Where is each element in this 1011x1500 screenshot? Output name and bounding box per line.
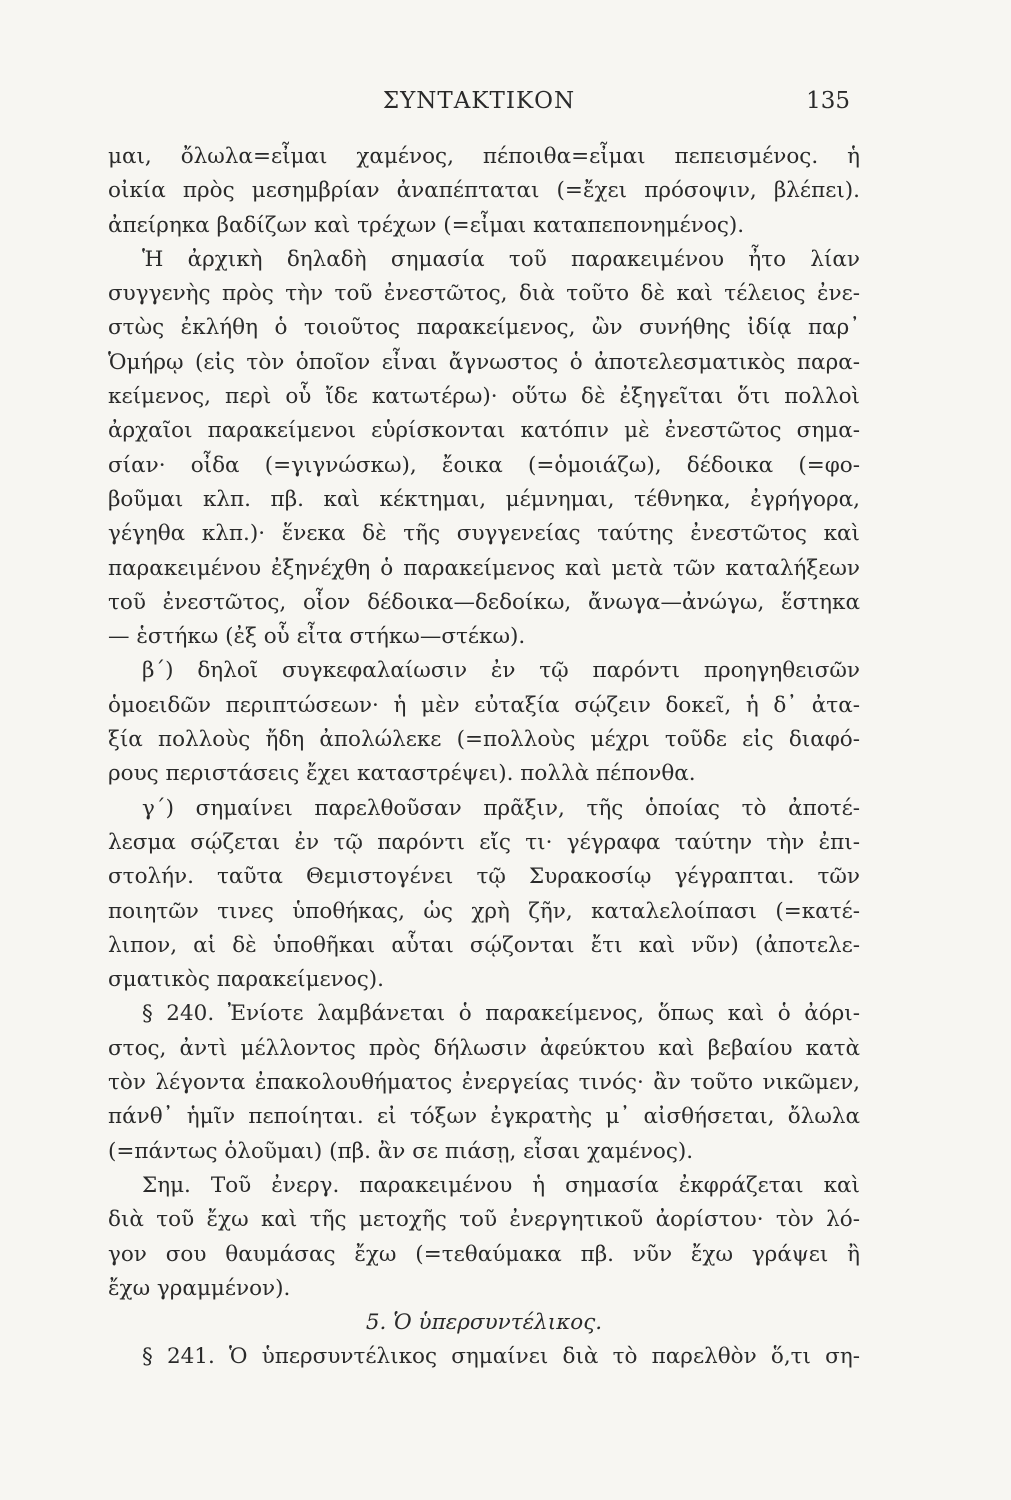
text-line: οἰκία πρὸς μεσημβρίαν ἀναπέπταται (=ἔχει πρόσοψιν, βλέπει). <box>108 178 860 204</box>
text-line: στολήν. ταῦτα Θεμιστογένει τῷ Συρακοσίῳ γέγραπται. τῶν <box>108 864 860 890</box>
text-line: συγγενὴς πρὸς τὴν τοῦ ἐνεστῶτος, διὰ τοῦτο δὲ καὶ τέλειος ἐνε- <box>108 281 860 307</box>
text-line: κείμενος, περὶ οὗ ἴδε κατωτέρω)· οὕτω δὲ ἐξηγεῖται ὅτι πολλοὶ <box>108 384 860 410</box>
text-line: λιπον, αἱ δὲ ὑποθῆκαι αὗται σῴζονται ἔτι καὶ νῦν) (ἀποτελε- <box>108 932 860 958</box>
body-text <box>108 140 860 1375</box>
text-line: Ἡ ἀρχικὴ δηλαδὴ σημασία τοῦ παρακειμένου ἦτο λίαν <box>142 246 860 272</box>
text-line: ἔχω γραμμένον). <box>108 1275 291 1301</box>
text-line: ποιητῶν τινες ὑποθήκας, ὡς χρὴ ζῆν, καταλελοίπασι (=κατέ- <box>108 898 860 924</box>
text-line: γέγηθα κλπ.)· ἕνεκα δὲ τῆς συγγενείας ταύτης ἐνεστῶτος καὶ <box>108 521 860 547</box>
text-line: σματικὸς παρακείμενος). <box>108 967 384 993</box>
text-line: § 240. Ἐνίοτε λαμβάνεται ὁ παρακείμενος, ὅπως καὶ ὁ ἀόρι- <box>142 1001 860 1027</box>
text-line: ἀπείρηκα βαδίζων καὶ τρέχων (=εἶμαι καταπεπονημένος). <box>108 212 745 238</box>
text-line: μαι, ὄλωλα=εἶμαι χαμένος, πέποιθα=εἶμαι πεπεισμένος. ἡ <box>108 144 860 169</box>
page-number: 135 <box>806 88 850 114</box>
running-head: ΣΥΝΤΑΚΤΙΚΟΝ <box>382 88 576 114</box>
text-line: στὼς ἐκλήθη ὁ τοιοῦτος παρακείμενος, ὢν συνήθης ἰδίᾳ παρ᾽ <box>108 315 860 341</box>
text-line: ξία πολλοὺς ἤδη ἀπολώλεκε (=πολλοὺς μέχρι τοῦδε εἰς διαφό- <box>108 727 860 753</box>
text-line: — ἑστήκω (ἐξ οὗ εἶτα στήκω—στέκω). <box>108 624 526 650</box>
text-line: Σημ. Τοῦ ἐνεργ. παρακειμένου ἡ σημασία ἐκφράζεται καὶ <box>142 1172 860 1198</box>
text-line: ὁμοειδῶν περιπτώσεων· ἡ μὲν εὐταξία σῴζειν δοκεῖ, ἡ δ᾽ ἀτα- <box>108 692 860 718</box>
text-line: (=πάντως ὁλοῦμαι) (πβ. ἂν σε πιάσῃ, εἶσαι χαμένος). <box>108 1138 694 1164</box>
section-heading: 5. Ὁ ὑπερσυντέλικος. <box>365 1310 603 1336</box>
text-line: διὰ τοῦ ἔχω καὶ τῆς μετοχῆς τοῦ ἐνεργητικοῦ ἀορίστου· τὸν λό- <box>108 1207 860 1233</box>
page-header <box>108 88 850 118</box>
text-line: ρους περιστάσεις ἔχει καταστρέψει). πολλὰ πέπονθα. <box>108 761 696 787</box>
text-line: γ΄) σημαίνει παρελθοῦσαν πρᾶξιν, τῆς ὁποίας τὸ ἀποτέ- <box>142 795 860 821</box>
text-line: γον σου θαυμάσας ἔχω (=τεθαύμακα πβ. νῦν ἔχω γράψει ἢ <box>108 1241 860 1267</box>
text-line: Ὁμήρῳ (εἰς τὸν ὁποῖον εἶναι ἄγνωστος ὁ ἀποτελεσματικὸς παρα- <box>108 349 860 375</box>
text-line: σίαν· οἶδα (=γιγνώσκω), ἔοικα (=ὁμοιάζω), δέδοικα (=φο- <box>108 452 860 478</box>
text-line: λεσμα σῴζεται ἐν τῷ παρόντι εἴς τι· γέγραφα ταύτην τὴν ἐπι- <box>108 829 860 855</box>
text-line: § 241. Ὁ ὑπερσυντέλικος σημαίνει διὰ τὸ παρελθὸν ὅ,τι ση- <box>142 1344 860 1370</box>
text-line: ἀρχαῖοι παρακείμενοι εὑρίσκονται κατόπιν μὲ ἐνεστῶτος σημα- <box>108 418 860 444</box>
text-line: πάνθ᾽ ἡμῖν πεποίηται. εἰ τόξων ἐγκρατὴς μ᾽ αἰσθήσεται, ὄλωλα <box>108 1104 860 1130</box>
text-line: τοῦ ἐνεστῶτος, οἷον δέδοικα—δεδοίκω, ἄνωγα—ἀνώγω, ἕστηκα <box>108 589 860 615</box>
text-line: τὸν λέγοντα ἐπακολουθήματος ἐνεργείας τινός· ἂν τοῦτο νικῶμεν, <box>108 1070 860 1096</box>
text-line: στος, ἀντὶ μέλλοντος πρὸς δήλωσιν ἀφεύκτου καὶ βεβαίου κατὰ <box>108 1035 860 1061</box>
text-line: β΄) δηλοῖ συγκεφαλαίωσιν ἐν τῷ παρόντι προηγηθεισῶν <box>142 658 860 684</box>
text-line: βοῦμαι κλπ. πβ. καὶ κέκτημαι, μέμνημαι, τέθνηκα, ἐγρήγορα, <box>108 486 860 512</box>
text-line: παρακειμένου ἐξηνέχθη ὁ παρακείμενος καὶ μετὰ τῶν καταλήξεων <box>108 555 860 581</box>
